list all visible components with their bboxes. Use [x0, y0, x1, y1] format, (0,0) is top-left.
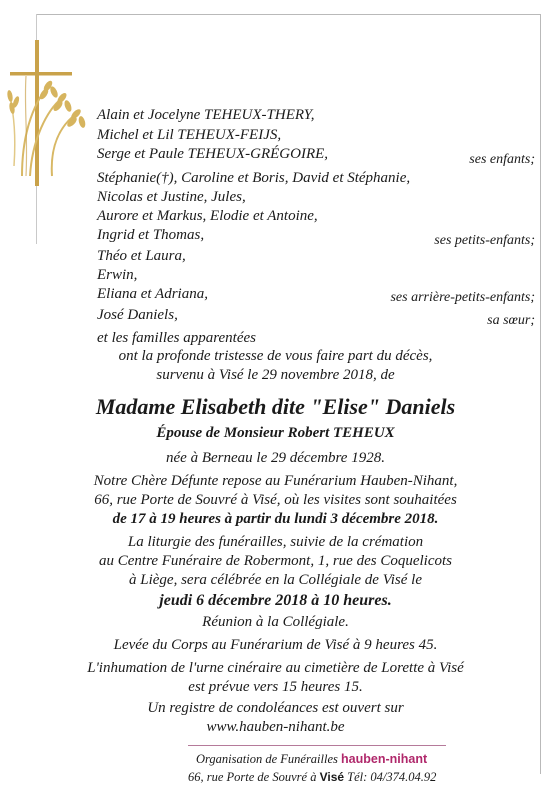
footer-brand-logo: hauben-nihant — [341, 752, 428, 766]
great-grandchild-line: Théo et Laura, — [97, 248, 186, 264]
deceased-name: Madame Elisabeth dite "Elise" Daniels — [95, 394, 456, 419]
liturgy-line: à Liège, sera célébrée en la Collégiale de Visé le — [129, 572, 422, 588]
footer-org-label: Organisation de Funérailles — [196, 752, 338, 766]
footer-address-street: 66, rue Porte de Souvré à — [188, 770, 317, 784]
footer-divider — [188, 745, 446, 746]
grandchild-line: Aurore et Markus, Elodie et Antoine, — [97, 208, 318, 224]
related-families: et les familles apparentées — [97, 330, 256, 346]
levee-line: Levée du Corps au Funérarium de Visé à 9 heures 45. — [113, 637, 438, 653]
announcement-line: survenu à Visé le 29 novembre 2018, de — [156, 367, 395, 383]
cross-wheat-emblem-icon — [2, 36, 98, 186]
footer-address-city: Visé — [319, 770, 345, 784]
footer-phone: Tél: 04/374.04.92 — [347, 770, 437, 784]
grandchild-line: Ingrid et Thomas, — [97, 227, 205, 243]
relation-label-sister: sa sœur; — [487, 313, 535, 328]
visiting-hours: de 17 à 19 heures à partir du lundi 3 décembre 2018. — [112, 511, 439, 527]
deceased-birth: née à Berneau le 29 décembre 1928. — [166, 450, 385, 466]
child-line: Serge et Paule TEHEUX-GRÉGOIRE, — [97, 146, 329, 162]
footer-organisation — [196, 752, 427, 767]
register-url[interactable]: www.hauben-nihant.be — [206, 719, 345, 735]
relation-label-children: ses enfants; — [469, 152, 535, 167]
announcement-line: ont la profonde tristesse de vous faire part du décès, — [118, 348, 433, 364]
rest-line: 66, rue Porte de Souvré à Visé, où les visites sont souhaitées — [94, 492, 457, 508]
deceased-spouse: Épouse de Monsieur Robert TEHEUX — [156, 425, 395, 441]
sister-line: José Daniels, — [97, 307, 178, 323]
relation-label-great-grandchildren: ses arrière-petits-enfants; — [390, 290, 535, 305]
liturgy-line: au Centre Funéraire de Robermont, 1, rue des Coquelicots — [99, 553, 452, 569]
great-grandchild-line: Eliana et Adriana, — [97, 286, 208, 302]
footer-address — [188, 770, 436, 785]
child-line: Michel et Lil TEHEUX-FEIJS, — [97, 127, 282, 143]
liturgy-date: jeudi 6 décembre 2018 à 10 heures. — [159, 592, 392, 609]
grandchild-line: Stéphanie(†), Caroline et Boris, David et Stéphanie, — [97, 170, 411, 186]
register-line: Un registre de condoléances est ouvert sur — [147, 700, 404, 716]
rest-line: Notre Chère Défunte repose au Funérarium Hauben-Nihant, — [93, 473, 458, 489]
child-line: Alain et Jocelyne TEHEUX-THERY, — [97, 107, 315, 123]
relation-label-grandchildren: ses petits-enfants; — [434, 233, 535, 248]
urn-line: est prévue vers 15 heures 15. — [188, 679, 363, 695]
grandchild-line: Nicolas et Justine, Jules, — [97, 189, 246, 205]
urn-line: L'inhumation de l'urne cinéraire au cimetière de Lorette à Visé — [87, 660, 464, 676]
liturgy-line: La liturgie des funérailles, suivie de la crémation — [127, 534, 424, 550]
meeting-line: Réunion à la Collégiale. — [202, 614, 349, 630]
great-grandchild-line: Erwin, — [97, 267, 138, 283]
